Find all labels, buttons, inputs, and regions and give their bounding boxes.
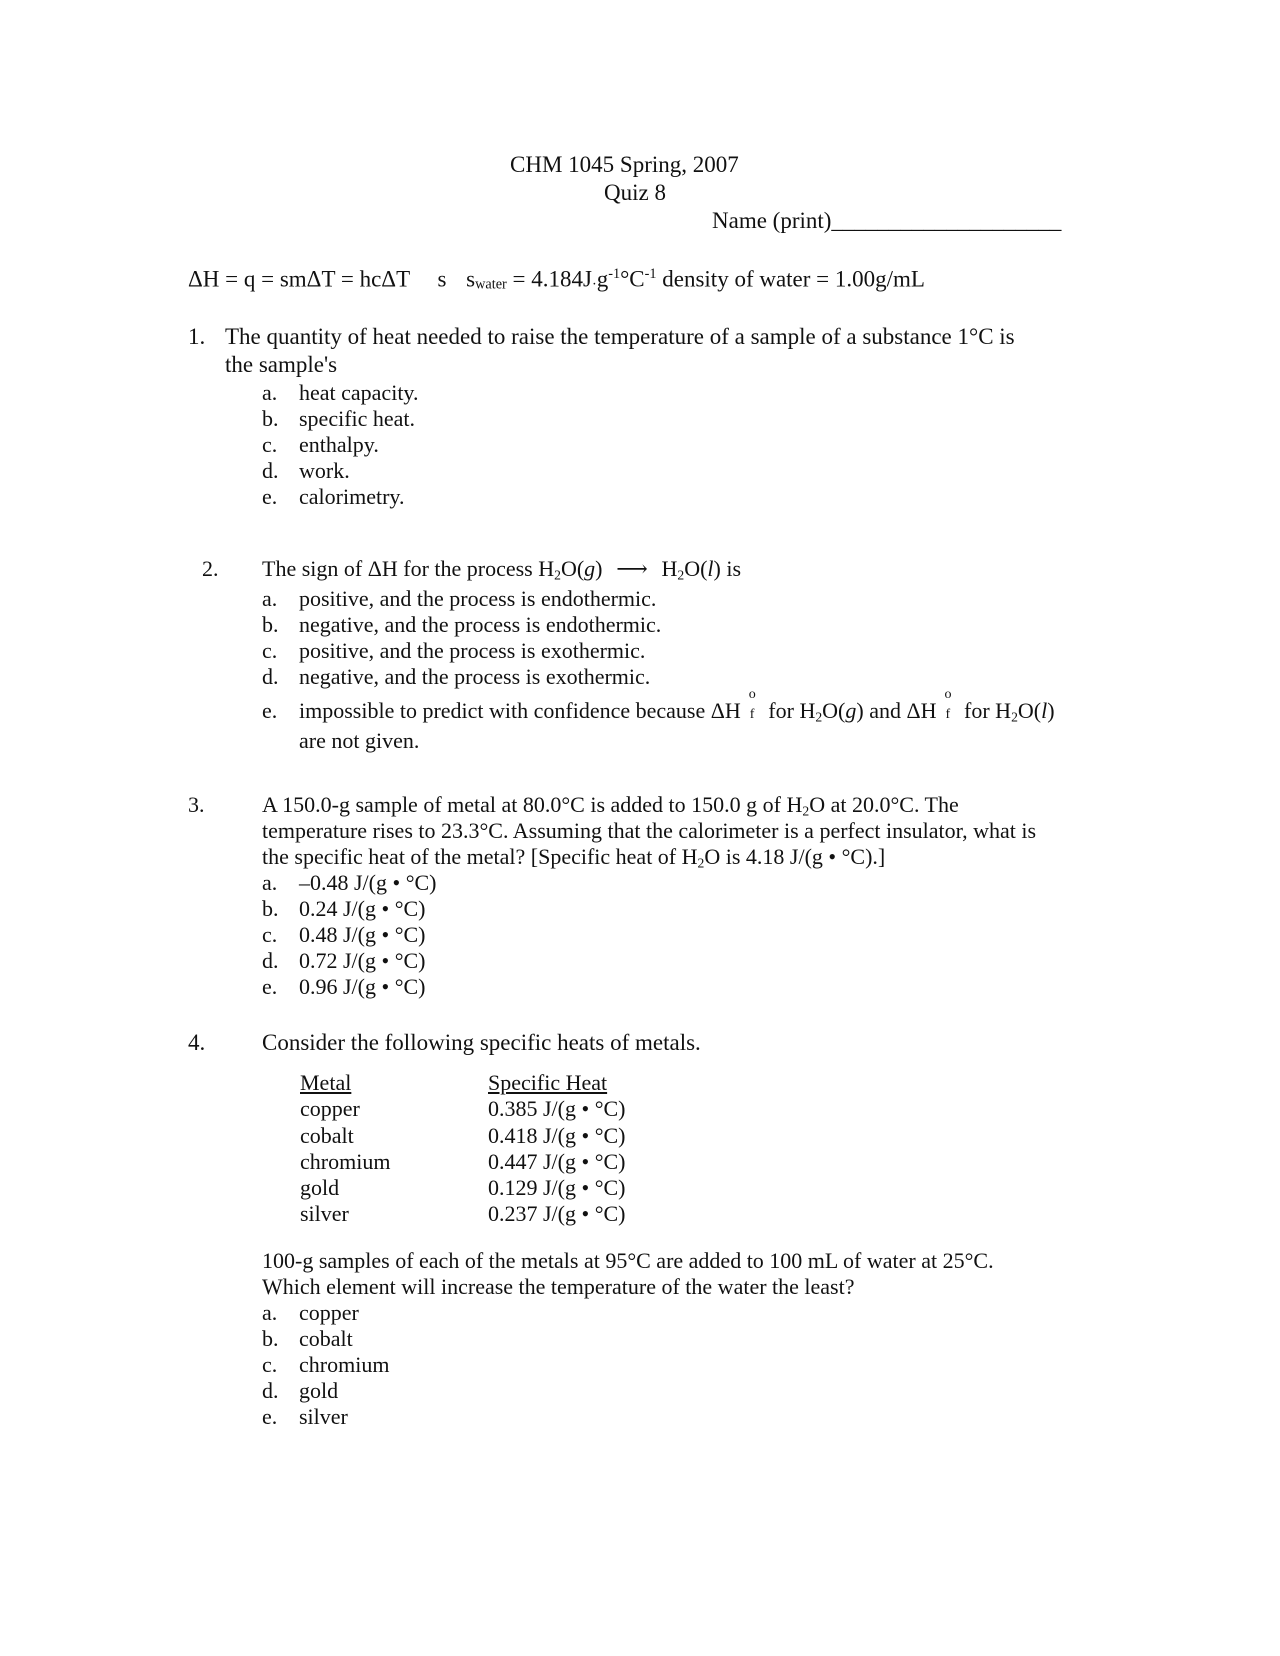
- name-field-label: Name (print)____________________: [712, 208, 1062, 233]
- question-1-option-c[interactable]: c. enthalpy.: [262, 432, 379, 457]
- formula-line: [188, 266, 925, 294]
- table-cell-heat: 0.418 J/(g • °C): [488, 1122, 626, 1148]
- reaction-arrow-icon: ⟶: [616, 556, 648, 581]
- question-2-option-d[interactable]: d. negative, and the process is exothermic.: [262, 664, 651, 689]
- question-2-option-e[interactable]: e. impossible to predict with confidence because ΔH o f for $H_2O(g)$ and ΔH o f for $H_2O(l)$: [262, 687, 1055, 725]
- formula-s-water: s: [466, 266, 476, 292]
- question-1-option-d[interactable]: d. work.: [262, 458, 350, 483]
- question-3-option-a[interactable]: a. –0.48 J/(g • °C): [262, 870, 437, 895]
- specific-heat-header: Specific Heat: [488, 1070, 608, 1095]
- metal-column: [300, 1070, 390, 1228]
- question-4-option-d[interactable]: d. gold: [262, 1378, 339, 1403]
- table-cell-metal: gold: [300, 1175, 340, 1201]
- water-density: density of water = 1.00g/mL: [656, 266, 925, 292]
- standard-state-symbol: o f: [944, 687, 952, 722]
- question-3-option-c[interactable]: c. 0.48 J/(g • °C): [262, 922, 426, 947]
- question-3-line3: the specific heat of the metal? [Specific heat of $H_2O$ is 4.18 J/(g • °C).]: [262, 844, 886, 871]
- dot-symbol: ·: [591, 276, 597, 293]
- question-4-intro: Consider the following specific heats of metals.: [262, 1030, 701, 1055]
- specific-heat-value: = 4.184J: [506, 266, 592, 292]
- standard-state-symbol: o f: [748, 687, 756, 722]
- question-2-stem: The sign of ΔH for the process $H_2O(g)$ ⟶ $H_2O(l)$ is: [262, 556, 742, 583]
- table-cell-heat: 0.447 J/(g • °C): [488, 1148, 626, 1174]
- question-3-line1: A 150.0-g sample of metal at 80.0°C is added to 150.0 g of $H_2O$ at 20.0°C. The: [262, 792, 959, 819]
- course-title: CHM 1045 Spring, 2007: [510, 152, 739, 177]
- celsius-unit: °C: [620, 266, 645, 292]
- celsius-exponent: -1: [644, 266, 657, 282]
- question-4-option-c[interactable]: c. chromium: [262, 1352, 390, 1377]
- metal-header: Metal: [300, 1070, 352, 1095]
- table-cell-heat: 0.129 J/(g • °C): [488, 1175, 626, 1201]
- table-cell-metal: chromium: [300, 1148, 391, 1174]
- gram-unit: g: [596, 266, 609, 292]
- table-cell-heat: 0.385 J/(g • °C): [488, 1096, 626, 1122]
- question-2-option-b[interactable]: b. negative, and the process is endothermic.: [262, 612, 662, 637]
- question-4-option-a[interactable]: a. copper: [262, 1300, 359, 1325]
- enthalpy-formula: ΔH = q = smΔT = hcΔT: [188, 266, 410, 292]
- question-3-line2: temperature rises to 23.3°C. Assuming that the calorimeter is a perfect insulator, what is: [262, 818, 1037, 843]
- quiz-title: Quiz 8: [604, 180, 666, 205]
- formula-s: s: [437, 266, 447, 292]
- specific-heat-column: [488, 1070, 626, 1228]
- question-4-option-b[interactable]: b. cobalt: [262, 1326, 353, 1351]
- question-4-text-line1: 100-g samples of each of the metals at 95°C are added to 100 mL of water at 25°C.: [262, 1248, 994, 1273]
- question-1-text-line2: the sample's: [225, 352, 338, 377]
- question-1-text-line1: The quantity of heat needed to raise the temperature of a sample of a substance 1°C is: [225, 324, 1015, 349]
- question-2-option-c[interactable]: c. positive, and the process is exothermic.: [262, 638, 646, 663]
- question-4-number: 4.: [188, 1030, 206, 1055]
- question-4-text-line2: Which element will increase the temperature of the water the least?: [262, 1274, 855, 1299]
- table-cell-metal: silver: [300, 1201, 349, 1227]
- table-cell-metal: copper: [300, 1096, 360, 1122]
- gram-exponent: -1: [608, 266, 621, 282]
- table-cell-metal: cobalt: [300, 1122, 354, 1148]
- question-3-number: 3.: [188, 792, 205, 817]
- question-3-option-e[interactable]: e. 0.96 J/(g • °C): [262, 974, 426, 999]
- question-3-option-d[interactable]: d. 0.72 J/(g • °C): [262, 948, 426, 973]
- question-2-option-a[interactable]: a. positive, and the process is endothermic.: [262, 586, 657, 611]
- question-4-option-e[interactable]: e. silver: [262, 1404, 348, 1429]
- question-1-option-e[interactable]: e. calorimetry.: [262, 484, 405, 509]
- table-cell-heat: 0.237 J/(g • °C): [488, 1201, 626, 1227]
- question-1-option-a[interactable]: a. heat capacity.: [262, 380, 419, 405]
- question-3-option-b[interactable]: b. 0.24 J/(g • °C): [262, 896, 426, 921]
- water-subscript: water: [475, 276, 507, 293]
- question-2-option-e-line2: are not given.: [299, 728, 420, 753]
- question-1-option-b[interactable]: b. specific heat.: [262, 406, 416, 431]
- question-1-number: 1.: [188, 324, 206, 349]
- question-2-number: 2.: [202, 556, 219, 581]
